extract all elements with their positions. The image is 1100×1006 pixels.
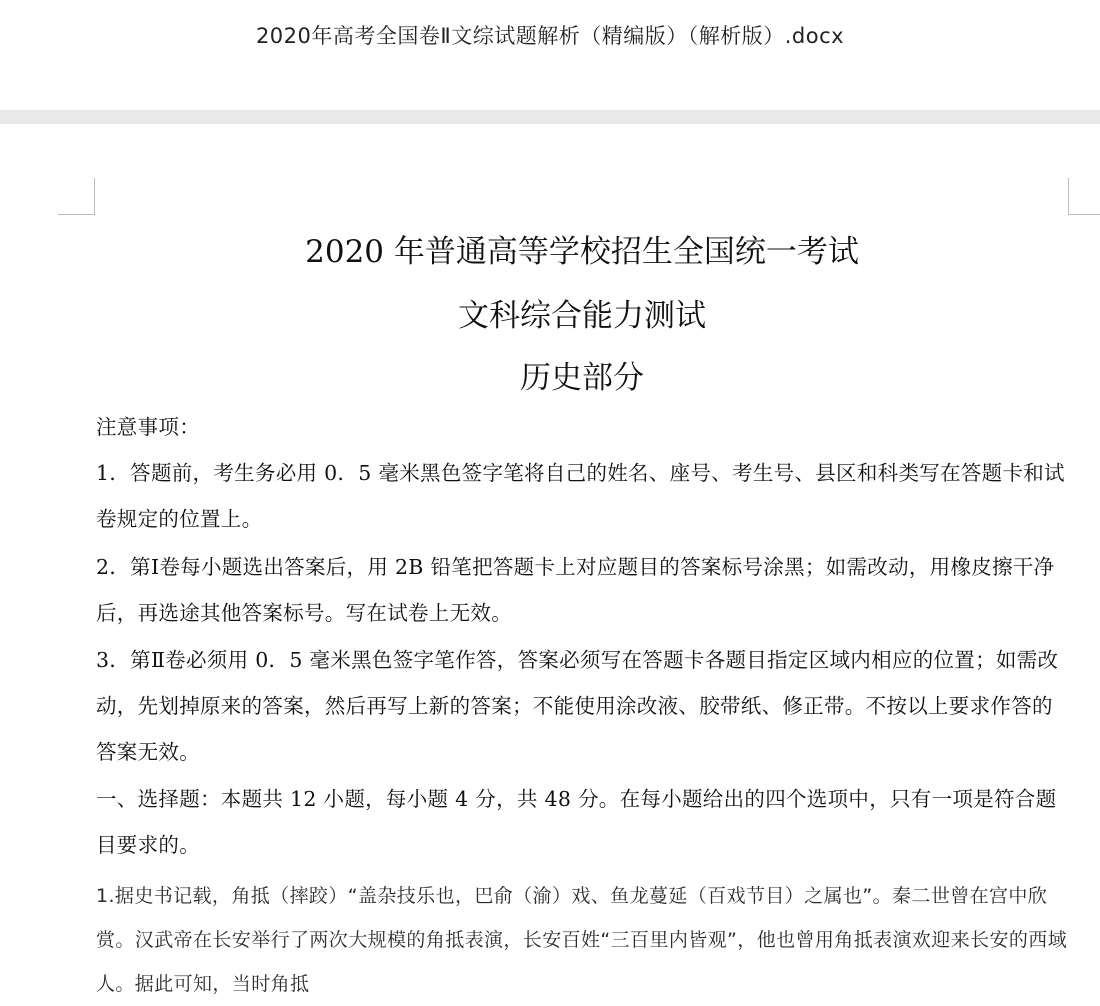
notice-item-1: 1．答题前，考生务必用 0．5 毫米黑色签字笔将自己的姓名、座号、考生号、县区和科类写在答题卡和试卷规定的位置上。 [96, 461, 1065, 531]
question-1: 1.据史书记载，角抵（摔跤）“盖杂技乐也，巴俞（渝）戏、鱼龙蔓延（百戏节目）之属也”。秦二世曾在宫中欣赏。汉武帝在长安举行了两次大规模的角抵表演，长安百姓“三百里内皆观”，他也曾用角抵表演欢迎来长安的西域人。据此可知，当时角抵 [96, 885, 1068, 995]
notice-item-3: 3．第Ⅱ卷必须用 0．5 毫米黑色签字笔作答，答案必须写在答题卡各题目指定区域内相应的位置；如需改动，先划掉原来的答案，然后再写上新的答案；不能使用涂改液、胶带纸、修正带。不按以上要求作答的答案无效。 [96, 648, 1059, 764]
notice-item-2: 2．第Ⅰ卷每小题选出答案后，用 2B 铅笔把答题卡上对应题目的答案标号涂黑；如需改动，用橡皮擦干净后，再选途其他答案标号。写在试卷上无效。 [96, 555, 1055, 625]
title-bar [0, 0, 1100, 110]
notice-label: 注意事项： [96, 415, 200, 439]
exam-title: 2020 年普通高等学校招生全国统一考试 [305, 234, 859, 270]
document-title: 2020年高考全国卷Ⅱ文综试题解析（精编版）（解析版）.docx [255, 24, 845, 48]
page-corner-mark-right [1068, 178, 1100, 215]
page-corner-mark-left [58, 178, 95, 215]
section-intro: 一、选择题：本题共 12 小题，每小题 4 分，共 48 分。在每小题给出的四个选项中，只有一项是符合题目要求的。 [96, 787, 1057, 857]
exam-subtitle: 文科综合能力测试 [458, 298, 706, 334]
viewer-background [0, 110, 1100, 125]
section-title: 历史部分 [520, 360, 644, 396]
